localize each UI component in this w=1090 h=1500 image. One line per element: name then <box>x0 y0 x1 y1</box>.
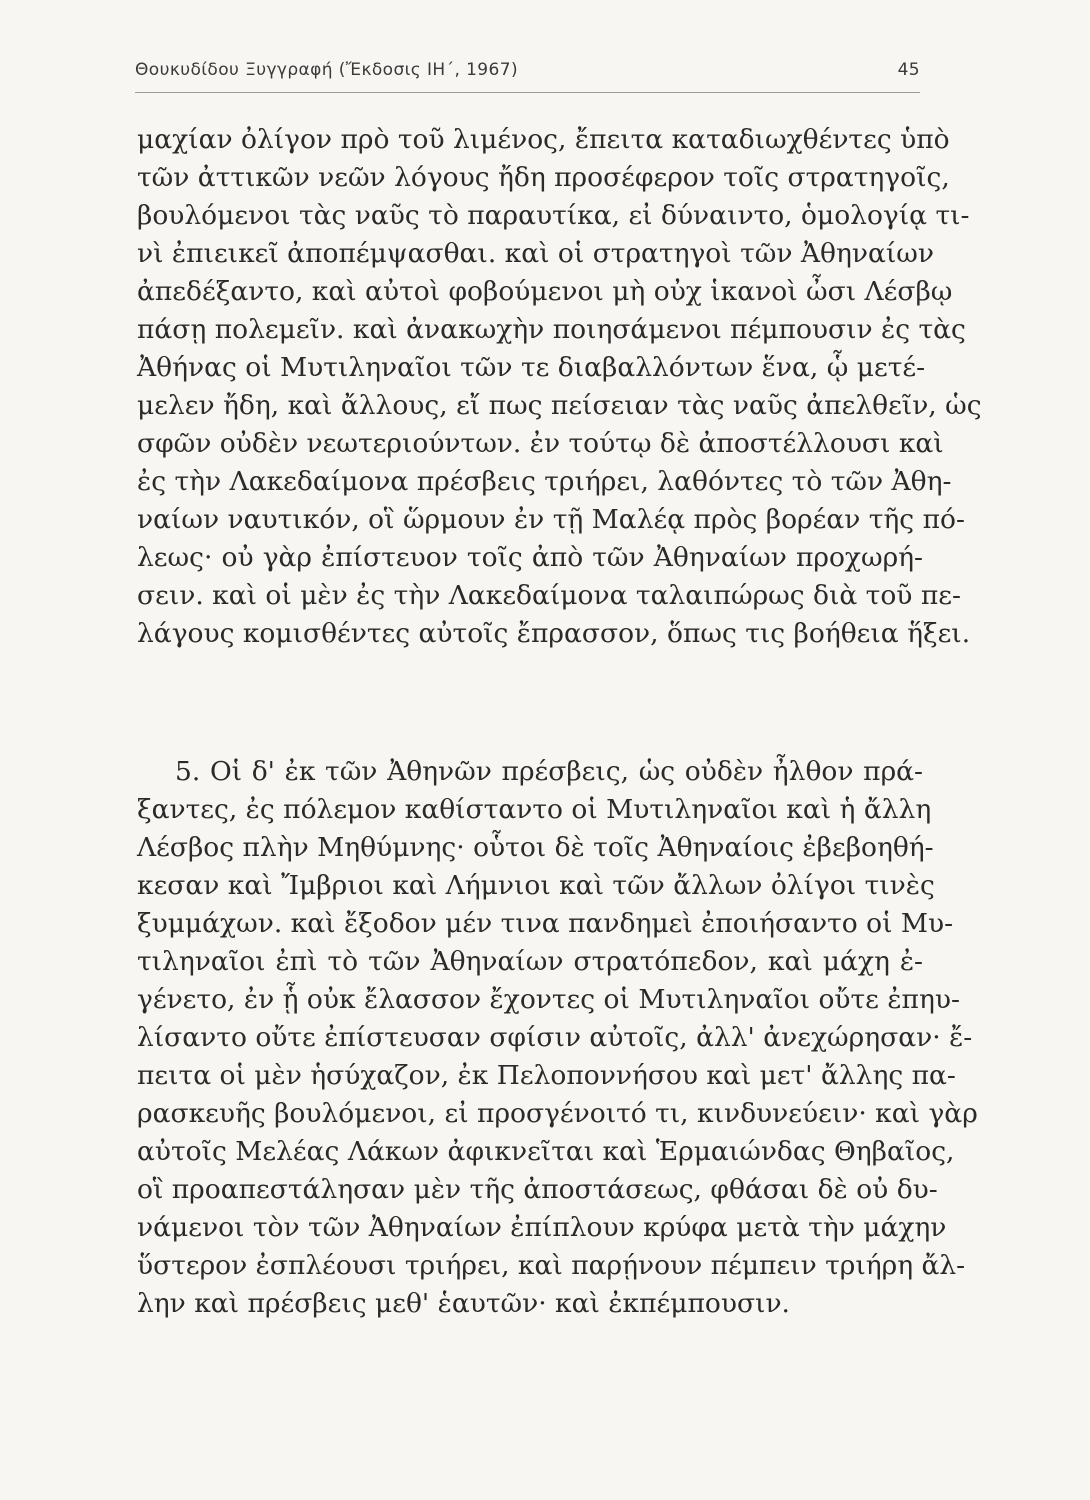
paragraph-2 <box>137 753 978 1323</box>
paragraph-1 <box>137 121 982 653</box>
text-line: λην καὶ πρέσβεις μεθ' ἑαυτῶν· καὶ ἐκπέμπουσιν. <box>137 1288 790 1319</box>
text-line: αὐτοῖς Μελέας Λάκων ἀφικνεῖται καὶ Ἑρμαιώνδας Θηβαῖος, <box>137 1136 955 1167</box>
running-head <box>135 60 920 86</box>
text-line: ξαντες, ἐς πόλεμον καθίσταντο οἱ Μυτιληναῖοι καὶ ἡ ἄλλη <box>137 794 932 825</box>
text-line: ἀπεδέξαντο, καὶ αὐτοὶ φοβούμενοι μὴ οὐχ ἱκανοὶ ὦσι Λέσβῳ <box>137 276 953 307</box>
text-line: βουλόμενοι τὰς ναῦς τὸ παραυτίκα, εἰ δύναιντο, ὁμολογίᾳ τι- <box>137 200 970 231</box>
text-line: λεως· οὐ γὰρ ἐπίστευον τοῖς ἀπὸ τῶν Ἀθηναίων προχωρή- <box>137 542 923 573</box>
text-line: νάμενοι τὸν τῶν Ἀθηναίων ἐπίπλουν κρύφα μετὰ τὴν μάχην <box>137 1212 947 1243</box>
text-line: 5. Οἱ δ' ἐκ τῶν Ἀθηνῶν πρέσβεις, ὡς οὐδὲν ἦλθον πρά- <box>175 756 923 787</box>
text-line: λάγους κομισθέντες αὐτοῖς ἔπρασσον, ὅπως τις βοήθεια ἥξει. <box>137 618 971 649</box>
running-head-title: Θουκυδίδου Ξυγγραφή (Ἔκδοσις ΙΗ΄, 1967) <box>135 60 518 80</box>
text-line: Λέσβος πλὴν Μηθύμνης· οὗτοι δὲ τοῖς Ἀθηναίοις ἐβεβοηθή- <box>137 832 934 863</box>
text-line: ἐς τὴν Λακεδαίμονα πρέσβεις τριήρει, λαθόντες τὸ τῶν Ἀθη- <box>137 466 952 497</box>
text-line: κεσαν καὶ Ἴμβριοι καὶ Λήμνιοι καὶ τῶν ἄλλων ὀλίγοι τινὲς <box>137 870 935 901</box>
text-line: πάσῃ πολεμεῖν. καὶ ἀνακωχὴν ποιησάμενοι πέμπουσιν ἐς τὰς <box>137 314 966 345</box>
text-line: μαχίαν ὀλίγον πρὸ τοῦ λιμένος, ἔπειτα καταδιωχθέντες ὑπὸ <box>137 124 950 155</box>
text-line: τιληναῖοι ἐπὶ τὸ τῶν Ἀθηναίων στρατόπεδον, καὶ μάχη ἐ- <box>137 946 923 977</box>
text-line: ναίων ναυτικόν, οἳ ὥρμουν ἐν τῇ Μαλέᾳ πρὸς βορέαν τῆς πό- <box>137 504 965 535</box>
text-line: ὕστερον ἐσπλέουσι τριήρει, καὶ παρῄνουν πέμπειν τριήρη ἄλ- <box>137 1250 966 1281</box>
text-line: γένετο, ἐν ᾗ οὐκ ἔλασσον ἔχοντες οἱ Μυτιληναῖοι οὔτε ἐπηυ- <box>137 984 960 1015</box>
text-line: μελεν ἤδη, καὶ ἄλλους, εἴ πως πείσειαν τὰς ναῦς ἀπελθεῖν, ὡς <box>137 390 982 421</box>
text-line: νὶ ἐπιεικεῖ ἀποπέμψασθαι. καὶ οἱ στρατηγοὶ τῶν Ἀθηναίων <box>137 238 934 269</box>
text-line: πειτα οἱ μὲν ἡσύχαζον, ἐκ Πελοποννήσου καὶ μετ' ἄλλης πα- <box>137 1060 956 1091</box>
page-number: 45 <box>897 60 920 80</box>
text-line: ρασκευῆς βουλόμενοι, εἰ προσγένοιτό τι, κινδυνεύειν· καὶ γὰρ <box>137 1098 978 1129</box>
text-line: σειν. καὶ οἱ μὲν ἐς τὴν Λακεδαίμονα ταλαιπώρως διὰ τοῦ πε- <box>137 580 961 611</box>
text-line: λίσαντο οὔτε ἐπίστευσαν σφίσιν αὐτοῖς, ἀλλ' ἀνεχώρησαν· ἔ- <box>137 1022 973 1053</box>
text-line: ξυμμάχων. καὶ ἔξοδον μέν τινα πανδημεὶ ἐποιήσαντο οἱ Μυ- <box>137 908 954 939</box>
text-line: τῶν ἀττικῶν νεῶν λόγους ἤδη προσέφερον τοῖς στρατηγοῖς, <box>137 162 950 193</box>
text-line: σφῶν οὐδὲν νεωτεριούντων. ἐν τούτῳ δὲ ἀποστέλλουσι καὶ <box>137 428 944 459</box>
text-line: Ἀθήνας οἱ Μυτιληναῖοι τῶν τε διαβαλλόντων ἕνα, ᾧ μετέ- <box>137 352 926 383</box>
header-rule <box>135 92 920 93</box>
text-line: οἳ προαπεστάλησαν μὲν τῆς ἀποστάσεως, φθάσαι δὲ οὐ δυ- <box>137 1174 938 1205</box>
